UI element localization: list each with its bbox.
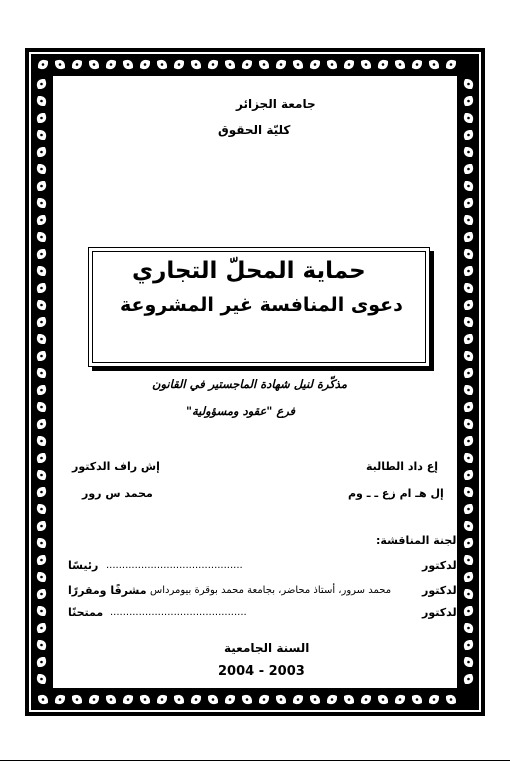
border-ornament-dot [40, 355, 43, 358]
border-ornament-dot [212, 698, 215, 701]
border-ornament-dot [467, 219, 470, 222]
committee-row-3-title: الدكتور [422, 606, 461, 619]
border-ornament-dot [40, 508, 43, 511]
committee-row-1-title: الدكتور [422, 559, 461, 572]
border-ornament-dot [40, 185, 43, 188]
border-ornament-dot [40, 338, 43, 341]
border-ornament-dot [467, 83, 470, 86]
border-ornament-dot [467, 287, 470, 290]
border-ornament-dot [467, 440, 470, 443]
border-ornament-dot [416, 63, 419, 66]
border-ornament-dot [161, 63, 164, 66]
border-ornament-dot [40, 423, 43, 426]
border-ornament-dot [467, 253, 470, 256]
border-ornament-dot [40, 389, 43, 392]
border-ornament-dot [467, 559, 470, 562]
border-ornament-dot [40, 236, 43, 239]
border-ornament-dot [467, 423, 470, 426]
university-name: جامعة الجزائر [236, 97, 316, 111]
border-ornament-dot [40, 559, 43, 562]
border-ornament-dot [399, 63, 402, 66]
committee-row-3-dots: ........................................... [110, 607, 247, 618]
border-ornament-dot [331, 698, 334, 701]
border-ornament-dot [42, 698, 45, 701]
border-ornament-dot [40, 321, 43, 324]
border-ornament-dot [467, 117, 470, 120]
border-ornament-dot [161, 698, 164, 701]
border-ornament-dot [467, 508, 470, 511]
border-ornament-dot [178, 698, 181, 701]
border-ornament-dot [467, 134, 470, 137]
border-ornament-dot [76, 698, 79, 701]
border-ornament-dot [40, 304, 43, 307]
border-ornament-dot [348, 63, 351, 66]
committee-row-1-dots: ........................................... [106, 560, 243, 571]
committee-heading: لجنة المناقشة: [376, 534, 457, 547]
border-ornament-dot [416, 698, 419, 701]
committee-row-3-role: ممتحنًا [68, 606, 104, 619]
border-ornament-dot [93, 698, 96, 701]
border-ornament-dot [195, 698, 198, 701]
border-ornament-dot [40, 525, 43, 528]
border-ornament-dot [40, 219, 43, 222]
border-ornament-dot [40, 491, 43, 494]
main-title: حماية المحلّ التجاري [132, 258, 366, 284]
border-ornament-dot [450, 698, 453, 701]
border-ornament-dot [93, 63, 96, 66]
border-ornament-dot [40, 253, 43, 256]
border-ornament-dot [467, 389, 470, 392]
border-ornament-dot [246, 63, 249, 66]
border-ornament-dot [40, 661, 43, 664]
border-ornament-dot [59, 63, 62, 66]
border-ornament-dot [263, 698, 266, 701]
academic-year-range: 2004 - 2003 [218, 664, 305, 679]
page-bottom-rule [0, 760, 510, 761]
border-ornament-dot [40, 100, 43, 103]
border-ornament-dot [40, 593, 43, 596]
border-ornament-dot [40, 542, 43, 545]
border-ornament-dot [467, 525, 470, 528]
border-ornament-dot [110, 698, 113, 701]
committee-row-2-title: الدكتور [422, 584, 461, 597]
border-ornament-dot [40, 457, 43, 460]
border-ornament-dot [40, 610, 43, 613]
committee-row-1-role: رئيسًا [68, 559, 99, 572]
border-ornament-dot [40, 151, 43, 154]
border-ornament-dot [399, 698, 402, 701]
committee-row-2-role: مشرفًا ومقررًا [68, 584, 147, 597]
border-ornament-dot [467, 406, 470, 409]
border-ornament-dot [365, 63, 368, 66]
border-ornament-dot [467, 491, 470, 494]
border-ornament-dot [467, 304, 470, 307]
border-ornament-dot [467, 151, 470, 154]
border-ornament-dot [280, 698, 283, 701]
border-ornament-dot [467, 372, 470, 375]
border-ornament-dot [433, 698, 436, 701]
border-ornament-dot [40, 406, 43, 409]
border-ornament-dot [365, 698, 368, 701]
border-ornament-dot [467, 185, 470, 188]
border-ornament-dot [314, 698, 317, 701]
border-ornament-dot [297, 698, 300, 701]
border-ornament-dot [40, 287, 43, 290]
border-ornament-dot [229, 63, 232, 66]
border-ornament-dot [246, 698, 249, 701]
thesis-description: مذكّرة لنيل شهادة الماجستير في القانون [152, 377, 347, 391]
border-ornament-dot [280, 63, 283, 66]
border-ornament-dot [40, 117, 43, 120]
border-ornament-dot [450, 63, 453, 66]
supervisor-label: إش راف الدكتور [72, 460, 160, 473]
border-ornament-dot [467, 678, 470, 681]
border-ornament-dot [467, 542, 470, 545]
border-ornament-dot [40, 474, 43, 477]
thesis-branch: فرع "عقود ومسؤولية" [186, 404, 296, 418]
border-ornament-dot [467, 355, 470, 358]
faculty-name: كليّة الحقوق [218, 123, 291, 137]
border-ornament-dot [382, 63, 385, 66]
border-ornament-dot [40, 678, 43, 681]
border-ornament-dot [331, 63, 334, 66]
border-ornament-dot [467, 168, 470, 171]
border-ornament-dot [144, 63, 147, 66]
border-ornament-dot [127, 63, 130, 66]
border-ornament-dot [212, 63, 215, 66]
border-ornament-dot [40, 627, 43, 630]
border-ornament-dot [467, 236, 470, 239]
border-ornament-dot [467, 202, 470, 205]
border-ornament-dot [467, 338, 470, 341]
border-ornament-dot [40, 270, 43, 273]
border-ornament-dot [382, 698, 385, 701]
border-ornament-dot [467, 644, 470, 647]
border-ornament-dot [467, 627, 470, 630]
border-ornament-dot [40, 440, 43, 443]
border-ornament-dot [42, 63, 45, 66]
border-ornament-dot [433, 63, 436, 66]
border-ornament-dot [467, 457, 470, 460]
border-ornament-dot [467, 610, 470, 613]
border-ornament-dot [59, 698, 62, 701]
border-ornament-dot [297, 63, 300, 66]
supervisor-name: محمد س رور [82, 487, 153, 500]
committee-row-2-details: محمد سرور، أستاذ محاضر، بجامعة محمد بوقرة بيومرداس [150, 585, 392, 596]
border-ornament-dot [76, 63, 79, 66]
border-ornament-dot [40, 134, 43, 137]
subtitle: دعوى المنافسة غير المشروعة [120, 294, 403, 316]
border-ornament-dot [40, 168, 43, 171]
student-label: إع داد الطالبة [366, 460, 439, 473]
border-ornament-dot [263, 63, 266, 66]
border-ornament-dot [40, 576, 43, 579]
border-ornament-dot [467, 270, 470, 273]
border-ornament-dot [467, 576, 470, 579]
academic-year-label: السنة الجامعية [224, 641, 310, 655]
border-ornament-dot [40, 202, 43, 205]
border-ornament-dot [144, 698, 147, 701]
border-ornament-dot [40, 644, 43, 647]
border-ornament-dot [195, 63, 198, 66]
border-ornament-dot [467, 661, 470, 664]
border-ornament-dot [467, 321, 470, 324]
border-ornament-dot [467, 100, 470, 103]
border-ornament-dot [40, 372, 43, 375]
border-ornament-dot [40, 83, 43, 86]
student-name: إل هـ ام زع ـ ـ وم [348, 487, 444, 500]
border-ornament-dot [314, 63, 317, 66]
border-ornament-dot [348, 698, 351, 701]
border-ornament-dot [467, 474, 470, 477]
border-ornament-dot [178, 63, 181, 66]
border-ornament-dot [110, 63, 113, 66]
border-ornament-dot [467, 593, 470, 596]
border-ornament-dot [229, 698, 232, 701]
border-ornament-dot [127, 698, 130, 701]
